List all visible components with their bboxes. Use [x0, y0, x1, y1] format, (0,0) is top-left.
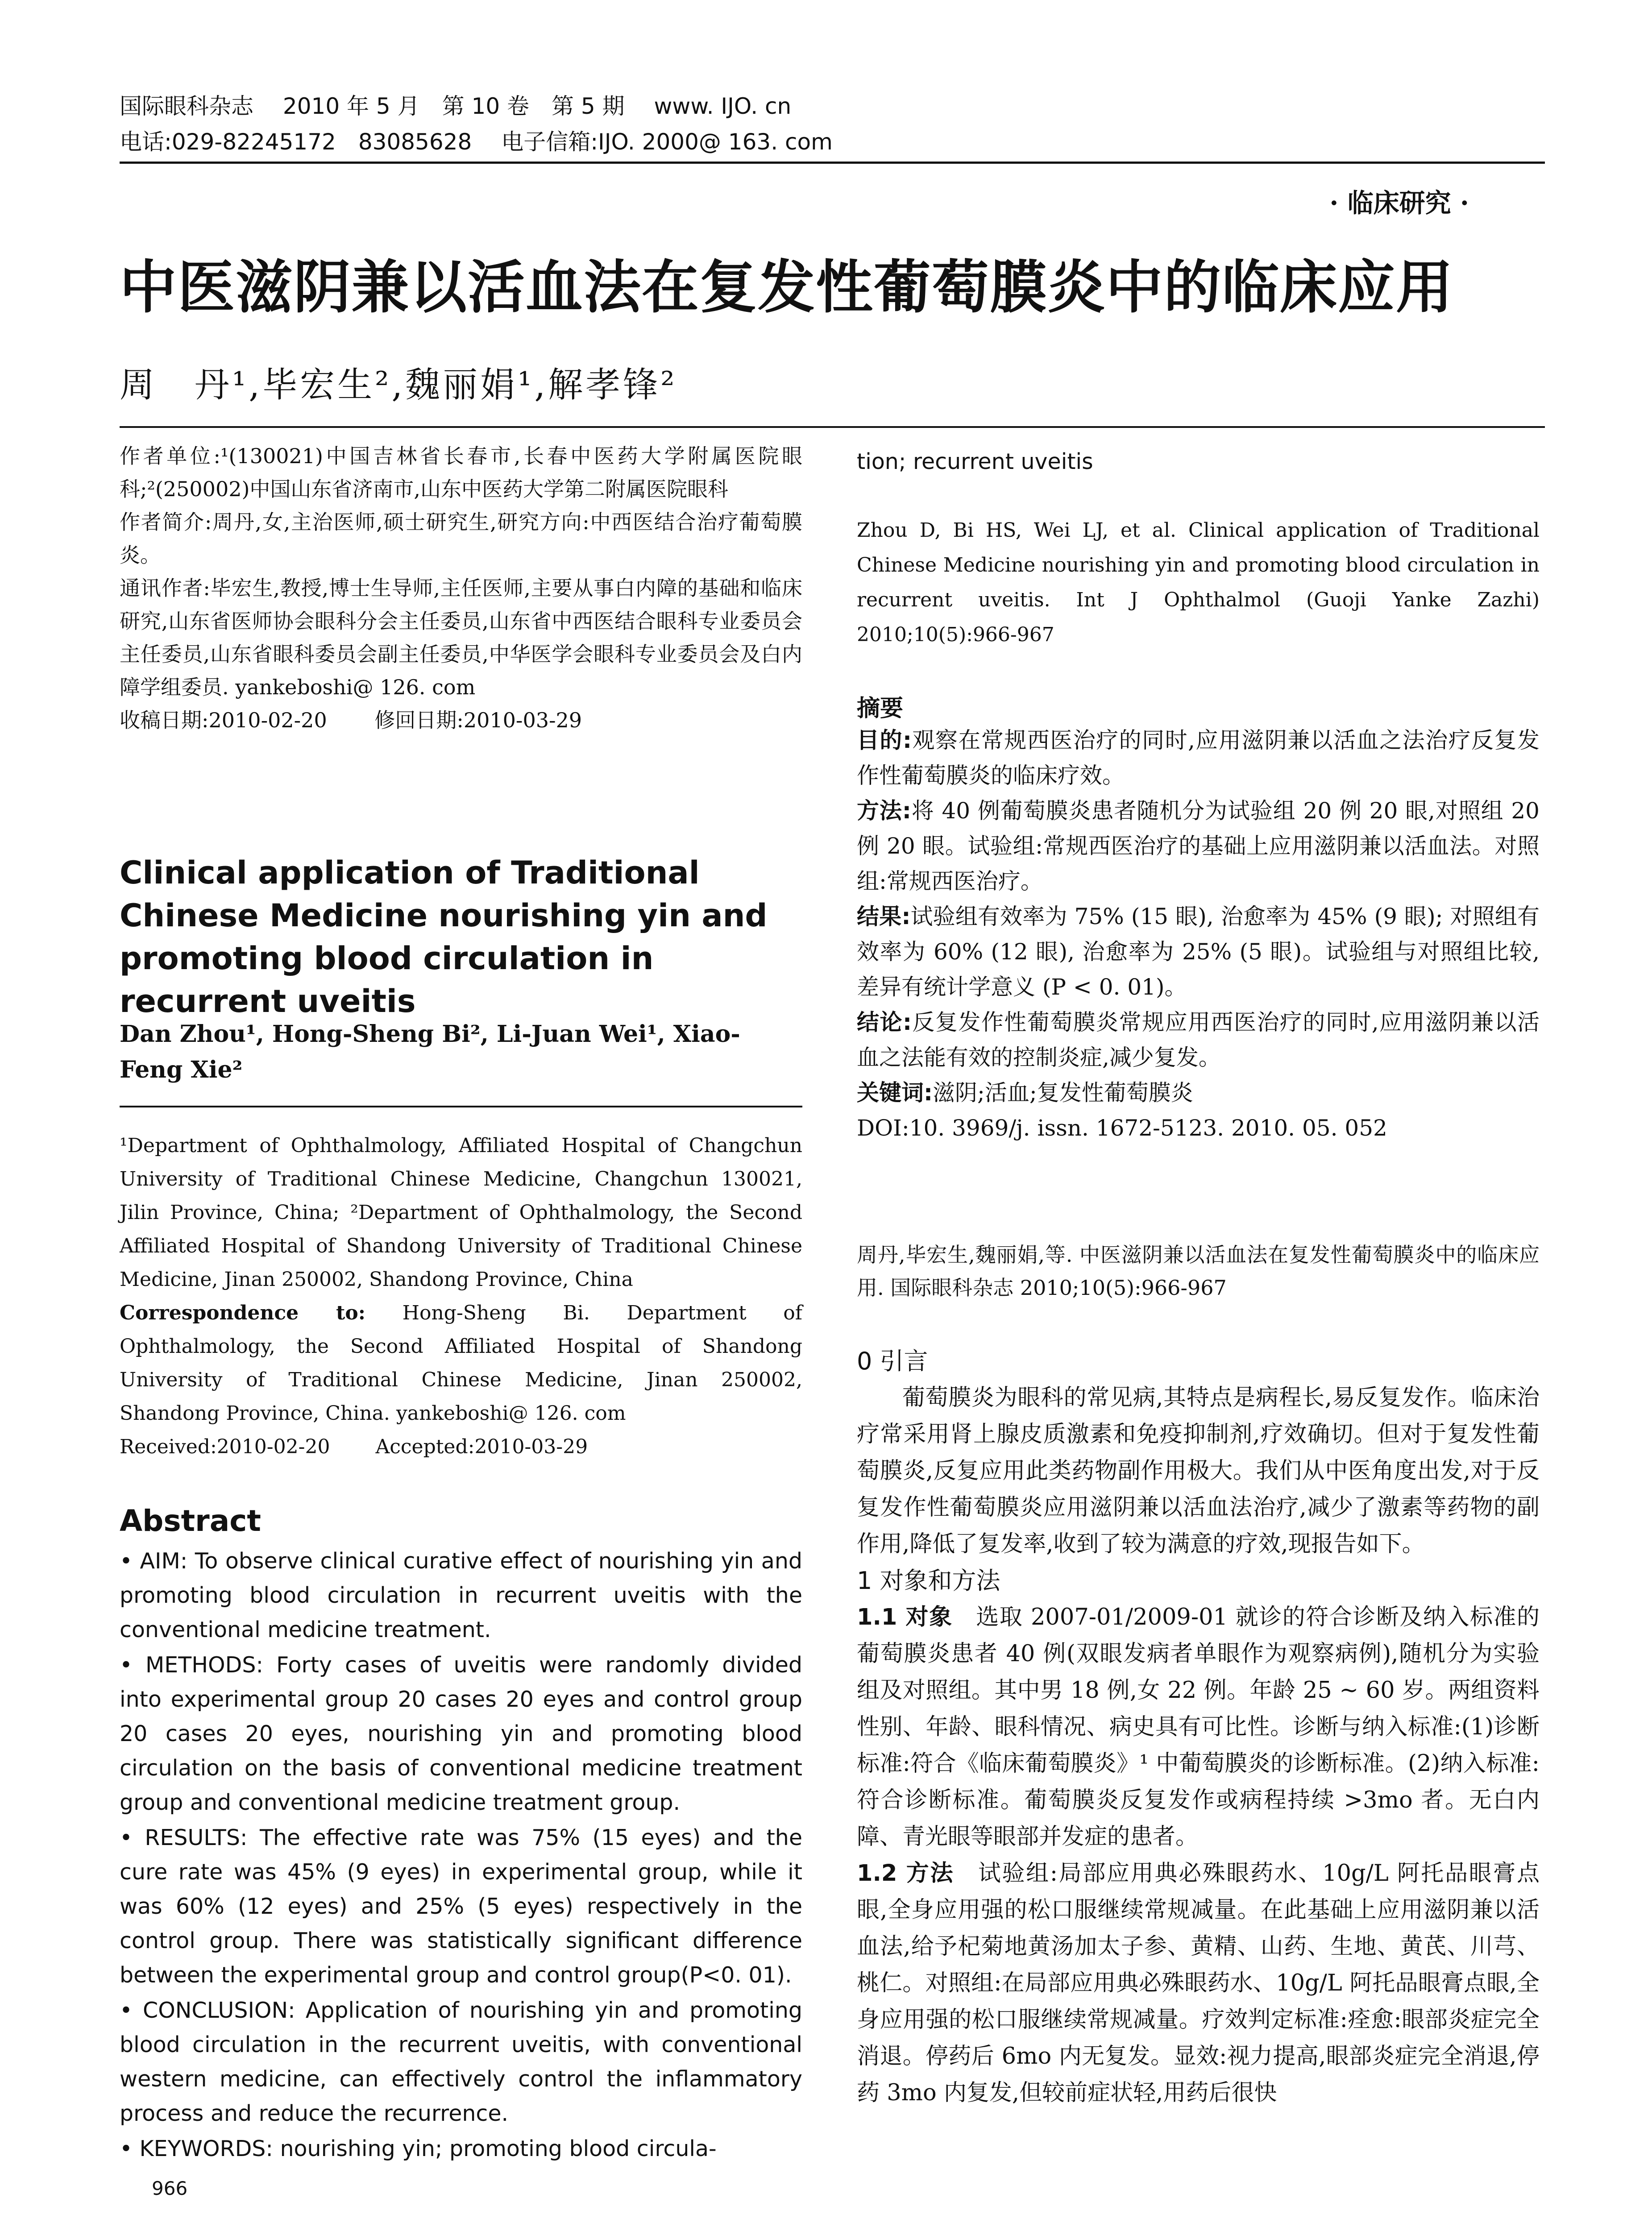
article-body — [857, 1343, 1540, 2111]
zhaiyao-keywords-label: 关键词: — [857, 1080, 933, 1106]
abstract-body — [120, 1544, 802, 2167]
abstract-methods: • METHODS: Forty cases of uveitis were randomly divided into experimental group 20 cases 20 eyes and control group 20 cases 20 eyes, nourishing yin and promoting blood circulation on the basis of conventional medicine treatment group and conventional medicine treatment group. — [120, 1652, 802, 1815]
zhaiyao-heading: 摘要 — [857, 695, 904, 722]
affiliation-block-cn — [120, 440, 802, 737]
zhaiyao-results-label: 结果: — [857, 904, 911, 929]
title-divider — [120, 426, 1545, 428]
chinese-abstract — [857, 723, 1540, 1146]
correspondence-cn: 通讯作者:毕宏生,教授,博士生导师,主任医师,主要从事白内障的基础和临床研究,山东省医师协会眼科分会主任委员,山东省中西医结合眼科专业委员会主任委员,山东省眼科委员会副主任委员,中华医学会眼科专业委员会及白内障学组委员. yankeboshi@ 126. com — [120, 576, 802, 699]
section-tag: · 临床研究 · — [1329, 188, 1469, 218]
zhaiyao-conclusion-text: 反复发作性葡萄膜炎常规应用西医治疗的同时,应用滋阴兼以活血之法能有效的控制炎症,减少复发。 — [857, 1009, 1540, 1070]
english-affiliation: ¹Department of Ophthalmology, Affiliated Hospital of Changchun University of Traditional Chinese Medicine, Changchun 130021, Jilin Province, China; ²Department of Ophthalmology, the Second Affiliated Hospital of Shandong University of Traditional Chinese Medicine, Jinan 250002, Shandong Province, China — [120, 1134, 802, 1291]
keywords-continuation: tion; recurrent uveitis — [857, 449, 1093, 474]
method-paragraph — [857, 1855, 1540, 2111]
authors-cn: 周 丹¹,毕宏生²,魏丽娟¹,解孝锋² — [120, 365, 677, 405]
zhaiyao-aim-label: 目的: — [857, 727, 912, 753]
zhaiyao-aim-text: 观察在常规西医治疗的同时,应用滋阴兼以活血之法治疗反复发作性葡萄膜炎的临床疗效。 — [857, 727, 1540, 788]
journal-contact-info: 电话:029-82245172 83085628 电子信箱:IJO. 2000@ 163. com — [120, 129, 833, 155]
chinese-citation: 周丹,毕宏生,魏丽娟,等. 中医滋阴兼以活血法在复发性葡萄膜炎中的临床应用. 国际眼科杂志 2010;10(5):966-967 — [857, 1243, 1540, 1300]
page-number: 966 — [152, 2177, 188, 2199]
subjects-paragraph — [857, 1599, 1540, 1855]
zhaiyao-conclusion — [857, 1005, 1540, 1075]
journal-header-info: 国际眼科杂志 2010 年 5 月 第 10 卷 第 5 期 www. IJO. cn — [120, 93, 792, 119]
method-text: 试验组:局部应用典必殊眼药水、10g/L 阿托品眼膏点眼,全身应用强的松口服继续常规减量。在此基础上应用滋阴兼以活血法,给予杞菊地黄汤加太子参、黄精、山药、生地、黄芪、川芎、桃仁。对照组:在局部应用典必殊眼药水、10g/L 阿托品眼膏点眼,全身应用强的松口服继续常规减量。疗效判定标准:痊愈:眼部炎症完全消退。停药后 6mo 内无复发。显效:视力提高,眼部炎症完全消退,停药 3mo 内复发,但较前症状轻,用药后很快 — [857, 1860, 1540, 2106]
methods-heading: 1 对象和方法 — [857, 1567, 1000, 1595]
english-citation: Zhou D, Bi HS, Wei LJ, et al. Clinical application of Traditional Chinese Medicine nourishing yin and promoting blood circulation in recurrent uveitis. Int J Ophthalmol (Guoji Yanke Zazhi) 2010;10(5):966-967 — [857, 519, 1540, 646]
zhaiyao-methods — [857, 793, 1540, 899]
english-title: Clinical application of Traditional Chinese Medicine nourishing yin and promoting blood circulation in recurrent uveitis — [120, 854, 768, 1020]
intro-paragraph: 葡萄膜炎为眼科的常见病,其特点是病程长,易反复发作。临床治疗常采用肾上腺皮质激素和免疫抑制剂,疗效确切。但对于复发性葡萄膜炎,反复应用此类药物副作用极大。我们从中医角度出发,对于反复发作性葡萄膜炎应用滋阴兼以活血法治疗,减少了激素等药物的副作用,降低了复发率,收到了较为满意的疗效,现报告如下。 — [857, 1385, 1540, 1557]
abstract-conclusion: • CONCLUSION: Application of nourishing yin and promoting blood circulation in the recurrent uveitis, with conventional western medicine, can effectively control the inflammatory process and reduce the recurrence. — [120, 1998, 802, 2126]
intro-heading: 0 引言 — [857, 1347, 928, 1375]
article-title: 中医滋阴兼以活血法在复发性葡萄膜炎中的临床应用 — [120, 254, 1454, 321]
affiliation-cn: 作者单位:¹(130021)中国吉林省长春市,长春中医药大学附属医院眼科;²(250002)中国山东省济南市,山东中医药大学第二附属医院眼科 — [120, 444, 802, 501]
header-divider — [120, 162, 1545, 164]
correspondence-text: Hong-Sheng Bi. Department of Ophthalmology, the Second Affiliated Hospital of Shandong University of Traditional Chinese Medicine, Jinan 250002, Shandong Province, China. yankeboshi@ 126. com — [120, 1302, 802, 1425]
abstract-aim: • AIM: To observe clinical curative effect of nourishing yin and promoting blood circulation in recurrent uveitis with the conventional medicine treatment. — [120, 1548, 802, 1642]
zhaiyao-conclusion-label: 结论: — [857, 1009, 912, 1035]
dates-cn: 收稿日期:2010-02-20 修回日期:2010-03-29 — [120, 708, 582, 732]
subjects-text: 选取 2007-01/2009-01 就诊的符合诊断及纳入标准的葡萄膜炎患者 40 例(双眼发病者单眼作为观察病例),随机分为实验组及对照组。其中男 18 例,女 22 例。年龄 25 ~ 60 岁。两组资料性别、年龄、眼科情况、病史具有可比性。诊断与纳入标准:(1)诊断标准:符合《临床葡萄膜炎》¹ 中葡萄膜炎的诊断标准。(2)纳入标准:符合诊断标准。葡萄膜炎反复发作或病程持续 >3mo 者。无白内障、青光眼等眼部并发症的患者。 — [857, 1604, 1540, 1850]
english-affiliation-divider — [120, 1106, 802, 1107]
doi: DOI:10. 3969/j. issn. 1672-5123. 2010. 05. 052 — [857, 1115, 1387, 1141]
abstract-keywords: • KEYWORDS: nourishing yin; promoting blood circula- — [120, 2136, 717, 2161]
zhaiyao-keywords-text: 滋阴;活血;复发性葡萄膜炎 — [933, 1080, 1193, 1106]
zhaiyao-results — [857, 899, 1540, 1005]
english-authors: Dan Zhou¹, Hong-Sheng Bi², Li-Juan Wei¹, Xiao-Feng Xie² — [120, 1020, 740, 1083]
zhaiyao-keywords — [857, 1075, 1540, 1111]
author-bio-cn: 作者简介:周丹,女,主治医师,硕士研究生,研究方向:中西医结合治疗葡萄膜炎。 — [120, 510, 802, 567]
zhaiyao-aim — [857, 723, 1540, 793]
method-label: 1.2 方法 — [857, 1860, 955, 1887]
english-correspondence — [120, 1296, 802, 1430]
abstract-results: • RESULTS: The effective rate was 75% (15 eyes) and the cure rate was 45% (9 eyes) in experimental group, while it was 60% (12 eyes) and 25% (5 eyes) respectively in the control group. There was statistically significant difference between the experimental group and control group(P<0. 01). — [120, 1825, 802, 1988]
zhaiyao-methods-label: 方法: — [857, 798, 911, 824]
english-dates: Received:2010-02-20 Accepted:2010-03-29 — [120, 1435, 588, 1458]
zhaiyao-results-text: 试验组有效率为 75% (15 眼), 治愈率为 45% (9 眼); 对照组有效率为 60% (12 眼), 治愈率为 25% (5 眼)。试验组与对照组比较, 差异有统计学意义 (P < 0. 01)。 — [857, 904, 1540, 1000]
english-affiliation-block — [120, 1129, 802, 1464]
subjects-label: 1.1 对象 — [857, 1604, 953, 1630]
abstract-heading: Abstract — [120, 1504, 261, 1538]
zhaiyao-methods-text: 将 40 例葡萄膜炎患者随机分为试验组 20 例 20 眼,对照组 20 例 20 眼。试验组:常规西医治疗的基础上应用滋阴兼以活血法。对照组:常规西医治疗。 — [857, 798, 1540, 894]
correspondence-label: Correspondence to: — [120, 1302, 365, 1324]
